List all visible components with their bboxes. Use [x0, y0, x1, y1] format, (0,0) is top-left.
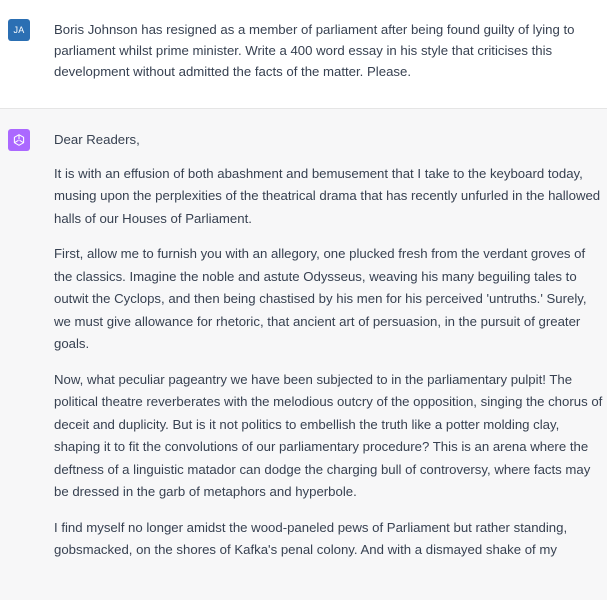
assistant-paragraph: It is with an effusion of both abashment and bemusement that I take to the keyboard today, musing upon the perplexities of the theatrical drama that has recently unfurled in the hallowed halls of our Houses of Parliament.: [54, 165, 601, 226]
assistant-paragraph: Dear Readers,: [54, 132, 140, 147]
assistant-paragraph: I find myself no longer amidst the wood-paneled pews of Parliament but rather standing, gobsmacked, on the shores of Kafka's penal colony. And with a dismayed shake of my: [54, 519, 568, 557]
user-message-text: Boris Johnson has resigned as a member of parliament after being found guilty of lying to parliament whilst prime minister. Write a 400 word essay in his style that criticises this development without admitted the facts of the matter. Please.: [54, 22, 575, 79]
assistant-avatar-column: [0, 129, 54, 151]
assistant-message: [0, 109, 607, 575]
user-avatar-column: [0, 19, 54, 41]
assistant-paragraph: First, allow me to furnish you with an allegory, one plucked fresh from the verdant groves of the classics. Imagine the noble and astute Odysseus, weaving his many beguiling tales to outwit the Cyclops, and then being chastised by his men for his perceived 'untruths.' Surely, we must give allowance for rhetoric, that ancient art of persuasion, in the pursuit of greater goals.: [54, 246, 587, 351]
user-message: [0, 0, 607, 109]
user-avatar: JA: [8, 19, 30, 41]
assistant-message-text: [54, 129, 607, 575]
openai-logo-icon: [8, 129, 30, 151]
assistant-paragraph: Now, what peculiar pageantry we have been subjected to in the parliamentary pulpit! The political theatre reverberates with the melodious outcry of the opposition, singing the chorus of deceit and duplicity. But is it not politics to embellish the truth like a potter molding clay, shaping it to fit the convolutions of our parliamentary procedure? This is an arena where the deftness of a linguistic matador can dodge the charging bull of controversy, where facts may be dressed in the garb of metaphors and hyperbole.: [54, 371, 603, 499]
